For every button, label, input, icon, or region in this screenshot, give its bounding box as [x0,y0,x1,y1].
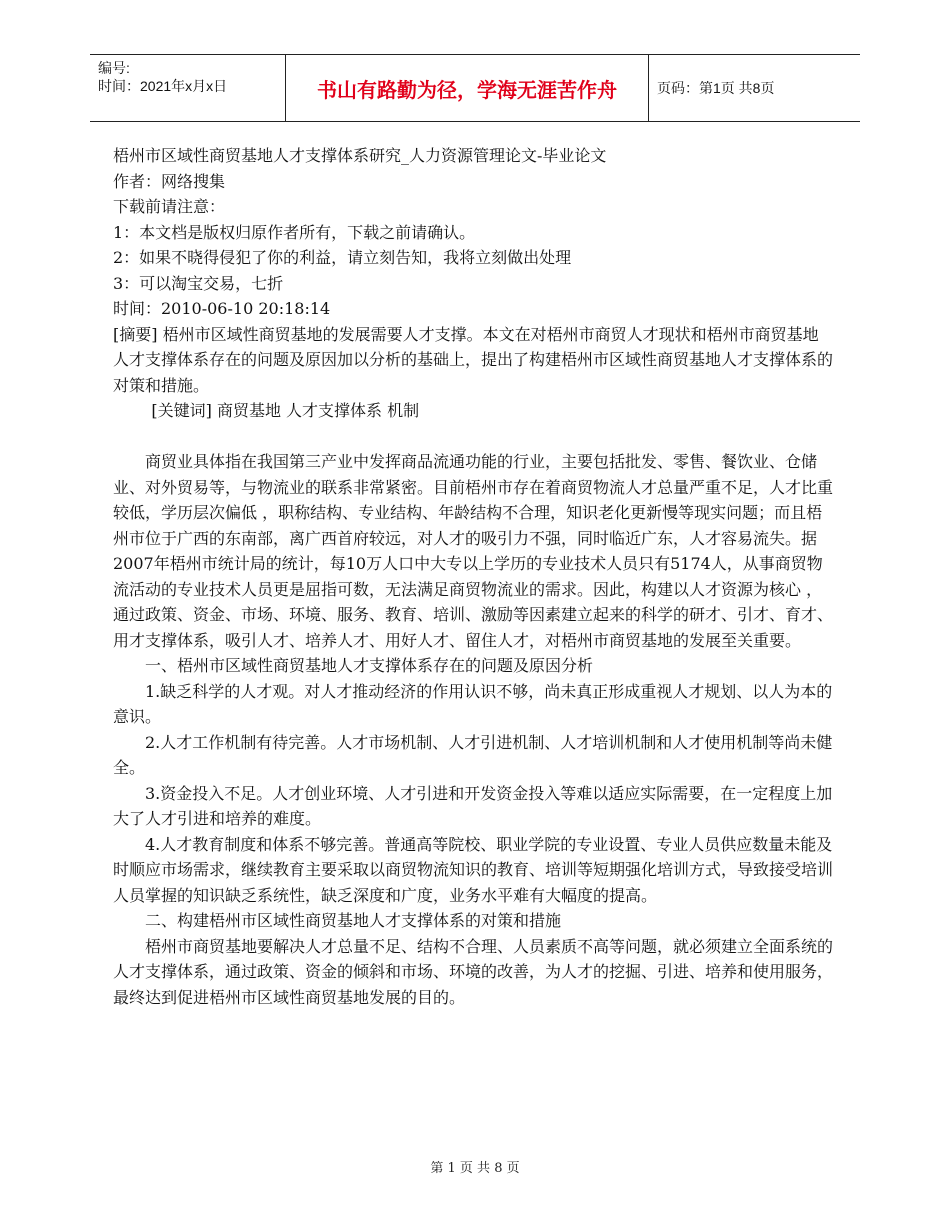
notice-item-3: 3：可以淘宝交易，七折 [113,273,284,293]
list-item: 4.人才教育制度和体系不够完善。普通高等院校、职业学院的专业设置、专业人员供应数量未能及时顺应市场需求，继续教育主要采取以商贸物流知识的教育、培训等短期强化培训方式，导致接受培训人员掌握的知识缺乏系统性，缺乏深度和广度，业务水平难有大幅度的提高。 [113,834,834,905]
list-item: 3.资金投入不足。人才创业环境、人才引进和开发资金投入等难以适应实际需要，在一定程度上加大了人才引进和培养的难度。 [113,783,833,828]
header-number-label: 编号: [98,60,130,76]
header-meta [98,59,227,95]
header-page-info: 页码：第1页 共8页 [657,80,775,96]
document-author: 作者：网络搜集 [113,171,226,191]
blank-line [113,424,833,450]
header-time-label: 时间：2021年x月x日 [98,78,228,94]
keywords: [关键词] 商贸基地 人才支撑体系 机制 [151,401,420,420]
section-heading-2: 二、构建梧州市区域性商贸基地人才支撑体系的对策和措施 [145,911,562,930]
intro-paragraph: 商贸业具体指在我国第三产业中发挥商品流通功能的行业，主要包括批发、零售、餐饮业、仓储业、对外贸易等，与物流业的联系非常紧密。目前梧州市存在着商贸物流人才总量严重不足，人才比重较低，学历层次偏低 ，职称结构、专业结构、年龄结构不合理，知识老化更新慢等现实问题；而且梧州市位于广西的东南部，离广西首府较远，对人才的吸引力不强，同时临近广东，人才容易流失。据2007年梧州市统计局的统计，每10万人口中大专以上学历的专业技术人员只有5174人，从事商贸物流活动的专业技术人员更是屈指可数，无法满足商贸物流业的需求。因此，构建以人才资源为核心 ，通过政策、资金、市场、环境、服务、教育、培训、激励等因素建立起来的科学的研才、引才、育才、用才支撑体系，吸引人才、培养人才、用好人才、留住人才，对梧州市商贸基地的发展至关重要。 [113,452,834,650]
header-motto: 书山有路勤为径，学海无涯苦作舟 [285,55,649,121]
document-title: 梧州市区域性商贸基地人才支撑体系研究_人力资源管理论文-毕业论文 [113,146,607,165]
section-heading-1: 一、梧州市区域性商贸基地人才支撑体系存在的问题及原因分析 [145,656,594,675]
notice-item-2: 2：如果不晓得侵犯了你的利益，请立刻告知，我将立刻做出处理 [113,248,572,267]
notice-heading: 下载前请注意： [113,197,226,216]
page-footer: 第 1 页 共 8 页 [430,1161,520,1176]
abstract: [摘要] 梧州市区域性商贸基地的发展需要人才支撑。本文在对梧州市商贸人才现状和梧州市商贸基地人才支撑体系存在的问题及原因加以分析的基础上，提出了构建梧州市区域性商贸基地人才支撑体系的对策和措施。 [113,324,834,395]
list-item: 2.人才工作机制有待完善。人才市场机制、人才引进机制、人才培训机制和人才使用机制等尚未健全。 [113,732,833,777]
list-item: 1.缺乏科学的人才观。对人才推动经济的作用认识不够，尚未真正形成重视人才规划、以人为本的意识。 [113,681,833,726]
page-header [90,54,860,122]
notice-item-1: 1：本文档是版权归原作者所有，下载之前请确认。 [113,222,476,242]
section-2-paragraph: 梧州市商贸基地要解决人才总量不足、结构不合理、人员素质不高等问题，就必须建立全面系统的人才支撑体系，通过政策、资金的倾斜和市场、环境的改善，为人才的挖掘、引进、培养和使用服务，最终达到促进梧州市区域性商贸基地发展的目的。 [113,936,834,1007]
document-timestamp: 时间：2010-06-10 20:18:14 [113,299,331,318]
document-body [113,143,833,1010]
